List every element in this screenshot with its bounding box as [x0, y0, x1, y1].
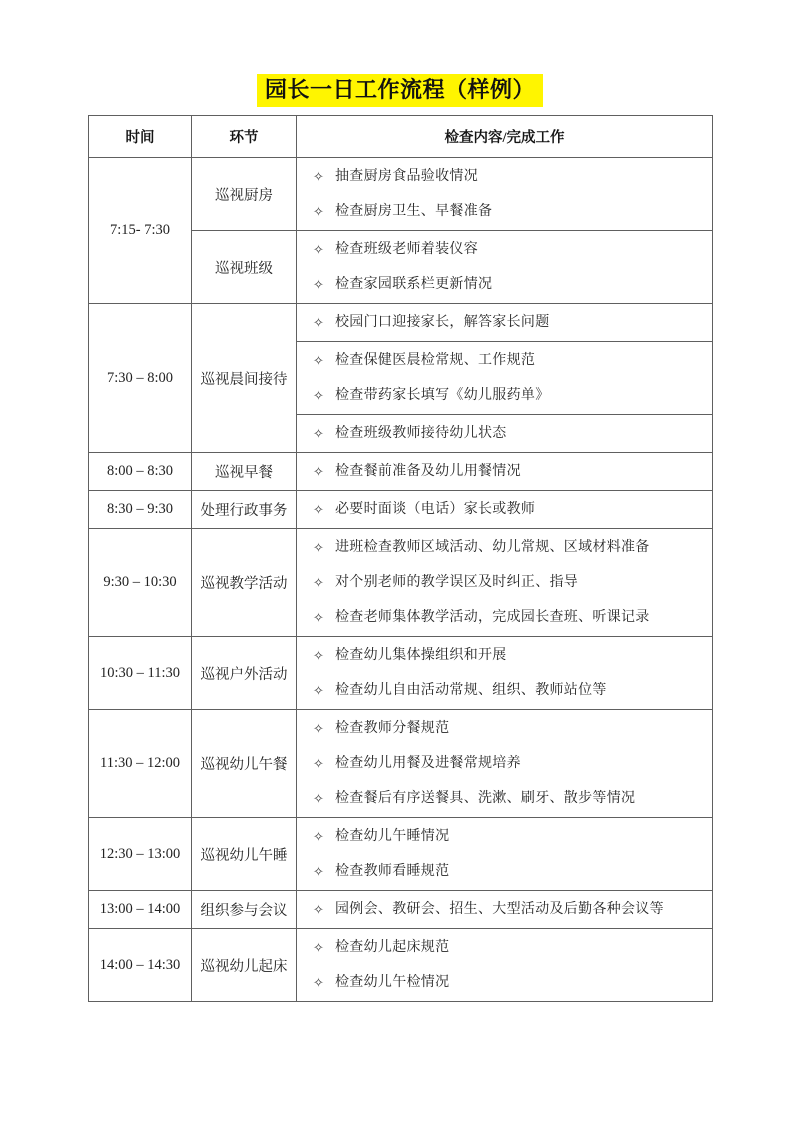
- task-item: [305, 573, 704, 592]
- content-cell: [297, 453, 713, 491]
- task-item: [305, 608, 704, 627]
- task-text: 对个别老师的教学误区及时纠正、指导: [335, 575, 579, 591]
- content-cell: [297, 304, 713, 342]
- task-item: [305, 862, 704, 881]
- task-item: [305, 240, 704, 259]
- column-header-content: 检查内容/完成工作: [297, 116, 713, 158]
- task-text: 检查老师集体教学活动，完成园长查班、听课记录: [335, 610, 650, 626]
- diamond-bullet-icon: ✧: [313, 277, 324, 293]
- diamond-bullet-icon: ✧: [313, 464, 324, 480]
- task-item: [305, 789, 704, 808]
- column-header-segment: 环节: [192, 116, 297, 158]
- task-text: 进班检查教师区域活动、幼儿常规、区域材料准备: [335, 540, 650, 556]
- time-cell: 10:30 – 11:30: [89, 637, 192, 710]
- time-cell: 8:30 – 9:30: [89, 491, 192, 529]
- content-cell: [297, 415, 713, 453]
- schedule-row: [89, 818, 713, 891]
- schedule-row: [89, 929, 713, 1002]
- task-item: [305, 313, 704, 332]
- segment-cell: 巡视晨间接待: [192, 304, 297, 453]
- task-text: 检查幼儿午检情况: [335, 975, 450, 991]
- diamond-bullet-icon: ✧: [313, 204, 324, 220]
- segment-cell: 巡视教学活动: [192, 529, 297, 637]
- task-text: 检查教师分餐规范: [335, 721, 450, 737]
- task-item: [305, 386, 704, 405]
- task-item: [305, 938, 704, 957]
- segment-cell: 巡视幼儿起床: [192, 929, 297, 1002]
- task-item: [305, 973, 704, 992]
- diamond-bullet-icon: ✧: [313, 388, 324, 404]
- segment-cell: 处理行政事务: [192, 491, 297, 529]
- task-item: [305, 681, 704, 700]
- time-cell: 13:00 – 14:00: [89, 891, 192, 929]
- diamond-bullet-icon: ✧: [313, 648, 324, 664]
- diamond-bullet-icon: ✧: [313, 315, 324, 331]
- diamond-bullet-icon: ✧: [313, 864, 324, 880]
- task-item: [305, 202, 704, 221]
- schedule-row: [89, 158, 713, 231]
- content-cell: [297, 818, 713, 891]
- task-text: 必要时面谈（电话）家长或教师: [335, 502, 536, 518]
- segment-cell: 巡视早餐: [192, 453, 297, 491]
- diamond-bullet-icon: ✧: [313, 610, 324, 626]
- content-cell: [297, 637, 713, 710]
- diamond-bullet-icon: ✧: [313, 353, 324, 369]
- column-header-time: 时间: [89, 116, 192, 158]
- task-item: [305, 900, 704, 919]
- segment-cell: 巡视户外活动: [192, 637, 297, 710]
- task-text: 检查幼儿集体操组织和开展: [335, 648, 507, 664]
- diamond-bullet-icon: ✧: [313, 940, 324, 956]
- task-text: 检查餐后有序送餐具、洗漱、刷牙、散步等情况: [335, 791, 636, 807]
- task-text: 检查厨房卫生、早餐准备: [335, 204, 493, 220]
- task-text: 检查班级教师接待幼儿状态: [335, 426, 507, 442]
- diamond-bullet-icon: ✧: [313, 975, 324, 991]
- diamond-bullet-icon: ✧: [313, 721, 324, 737]
- task-text: 抽查厨房食品验收情况: [335, 169, 478, 185]
- diamond-bullet-icon: ✧: [313, 540, 324, 556]
- diamond-bullet-icon: ✧: [313, 575, 324, 591]
- task-text: 检查幼儿用餐及进餐常规培养: [335, 756, 521, 772]
- page-title: 园长一日工作流程（样例）: [257, 74, 543, 107]
- time-cell: 7:30 – 8:00: [89, 304, 192, 453]
- diamond-bullet-icon: ✧: [313, 169, 324, 185]
- segment-cell: 巡视幼儿午餐: [192, 710, 297, 818]
- task-text: 检查教师看睡规范: [335, 864, 450, 880]
- task-item: [305, 424, 704, 443]
- segment-cell: 巡视班级: [192, 231, 297, 304]
- content-cell: [297, 342, 713, 415]
- content-cell: [297, 231, 713, 304]
- task-text: 校园门口迎接家长，解答家长问题: [335, 315, 550, 331]
- task-item: [305, 538, 704, 557]
- task-item: [305, 719, 704, 738]
- diamond-bullet-icon: ✧: [313, 502, 324, 518]
- content-cell: [297, 891, 713, 929]
- task-item: [305, 754, 704, 773]
- task-item: [305, 646, 704, 665]
- task-item: [305, 167, 704, 186]
- task-text: 检查保健医晨检常规、工作规范: [335, 353, 536, 369]
- header-row: [89, 116, 713, 158]
- schedule-row: [89, 453, 713, 491]
- schedule-row: [89, 491, 713, 529]
- task-text: 检查餐前准备及幼儿用餐情况: [335, 464, 521, 480]
- time-cell: 14:00 – 14:30: [89, 929, 192, 1002]
- task-item: [305, 500, 704, 519]
- task-text: 检查家园联系栏更新情况: [335, 277, 493, 293]
- task-text: 检查班级老师着装仪容: [335, 242, 478, 258]
- task-item: [305, 351, 704, 370]
- time-cell: 7:15- 7:30: [89, 158, 192, 304]
- time-cell: 9:30 – 10:30: [89, 529, 192, 637]
- diamond-bullet-icon: ✧: [313, 242, 324, 258]
- task-item: [305, 275, 704, 294]
- schedule-row: [89, 529, 713, 637]
- schedule-table: [88, 115, 713, 1002]
- diamond-bullet-icon: ✧: [313, 426, 324, 442]
- time-cell: 11:30 – 12:00: [89, 710, 192, 818]
- schedule-row: [89, 304, 713, 342]
- task-text: 检查幼儿午睡情况: [335, 829, 450, 845]
- time-cell: 12:30 – 13:00: [89, 818, 192, 891]
- task-text: 检查幼儿起床规范: [335, 940, 450, 956]
- schedule-row: [89, 637, 713, 710]
- time-cell: 8:00 – 8:30: [89, 453, 192, 491]
- content-cell: [297, 491, 713, 529]
- segment-cell: 巡视幼儿午睡: [192, 818, 297, 891]
- segment-cell: 巡视厨房: [192, 158, 297, 231]
- task-text: 园例会、教研会、招生、大型活动及后勤各种会议等: [335, 902, 664, 918]
- diamond-bullet-icon: ✧: [313, 829, 324, 845]
- content-cell: [297, 529, 713, 637]
- schedule-row: [89, 891, 713, 929]
- content-cell: [297, 158, 713, 231]
- content-cell: [297, 929, 713, 1002]
- task-item: [305, 462, 704, 481]
- segment-cell: 组织参与会议: [192, 891, 297, 929]
- task-text: 检查带药家长填写《幼儿服药单》: [335, 388, 550, 404]
- task-item: [305, 827, 704, 846]
- schedule-row: [89, 710, 713, 818]
- task-text: 检查幼儿自由活动常规、组织、教师站位等: [335, 683, 607, 699]
- diamond-bullet-icon: ✧: [313, 683, 324, 699]
- diamond-bullet-icon: ✧: [313, 902, 324, 918]
- content-cell: [297, 710, 713, 818]
- diamond-bullet-icon: ✧: [313, 791, 324, 807]
- title-row: [0, 0, 800, 107]
- schedule-body: [89, 158, 713, 1002]
- diamond-bullet-icon: ✧: [313, 756, 324, 772]
